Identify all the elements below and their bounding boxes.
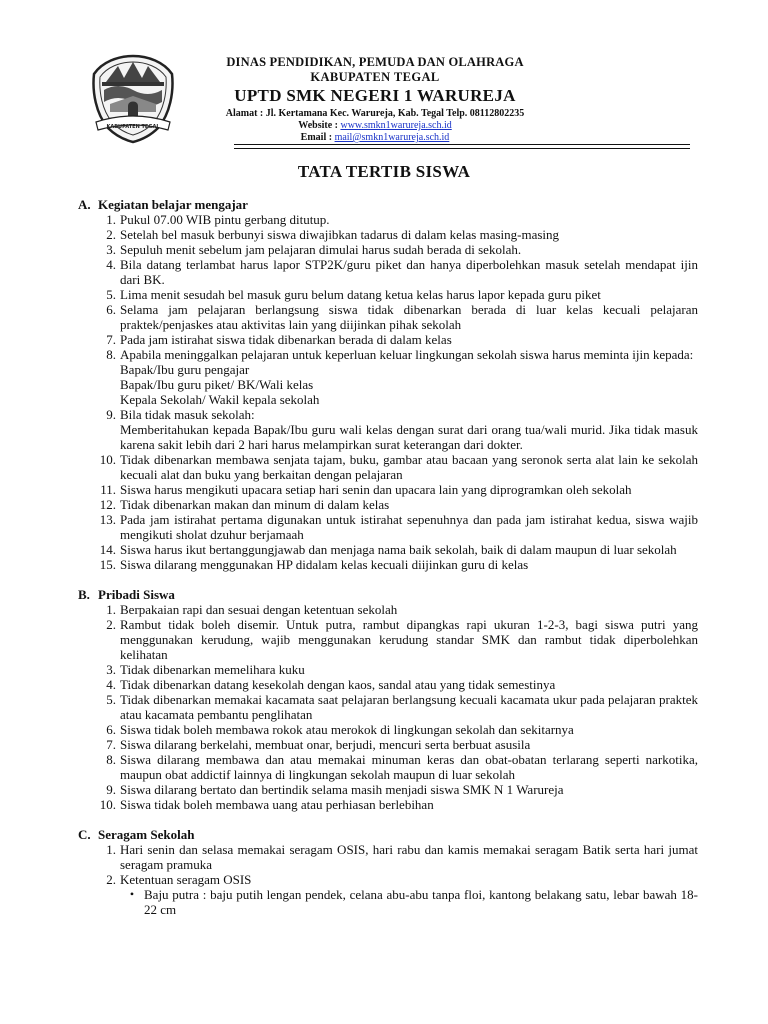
rule-number: 1. [106,602,116,617]
rule-body [120,557,698,572]
section-letter: C. [78,827,91,842]
section-title: Pribadi Siswa [98,587,175,602]
rule-item [78,602,698,617]
rule-number: 4. [106,677,116,692]
rule-number: 15. [99,557,116,572]
rule-body [120,782,698,797]
rule-number: 2. [106,617,116,632]
rule-number: 2. [106,872,116,887]
section-heading [78,587,698,602]
email-link[interactable]: mail@smkn1warureja.sch.id [334,132,450,143]
rule-body [120,722,698,737]
rule-body [120,542,698,557]
rule-text: Selama jam pelajaran berlangsung siswa tidak dibenarkan berada di luar kelas kecuali pelajaran praktek/penjaskes atau aktivitas lain yang diijinkan pihak sekolah [120,302,698,332]
rule-item [78,407,698,452]
rule-item [78,557,698,572]
rule-subitem: Kepala Sekolah/ Wakil kepala sekolah [120,392,320,407]
rule-text: Tidak dibenarkan datang kesekolah dengan kaos, sandal atau yang tidak semestinya [120,677,556,692]
rule-body [120,227,698,242]
rule-body [120,617,698,662]
rule-item [78,227,698,242]
rule-body [120,407,698,452]
section-title: Seragam Sekolah [98,827,195,842]
logo-banner-text: KABUPATEN TEGAL [106,124,160,130]
rule-item [78,512,698,542]
section-title: Kegiatan belajar mengajar [98,197,248,212]
rule-body [120,497,698,512]
rule-body [120,257,698,287]
rule-text: Pada jam istirahat siswa tidak dibenarkan berada di dalam kelas [120,332,452,347]
letterhead [180,55,570,144]
rule-number: 9. [106,407,116,422]
rule-text: Rambut tidak boleh disemir. Untuk putra, rambut dipangkas rapi ukuran 1-2-3, bagi siswa putri yang menggunakan kerudung, wajib menggunakan kerudung standar SMK dan rambut tidak diperbolehkan kelihatan [120,617,698,662]
regency-name: KABUPATEN TEGAL [310,70,440,84]
rule-item [78,542,698,557]
rule-number: 6. [106,722,116,737]
rule-body [120,212,698,227]
section [78,587,698,812]
rule-body [120,347,698,407]
rule-text: Pada jam istirahat pertama digunakan untuk istirahat sepenuhnya dan pada jam istirahat kedua, siswa wajib mengikuti sholat dzuhur berjamaah [120,512,698,542]
rule-body [120,662,698,677]
rule-body [120,302,698,332]
rule-body [120,332,698,347]
rule-text: Bila tidak masuk sekolah: [120,407,255,422]
section-spacer [78,812,698,827]
rule-text: Siswa dilarang membawa dan atau memakai minuman keras dan obat-obatan terlarang seperti narkotika, maupun obat addictif lainnya di lingkungan sekolah maupun di luar sekolah [120,752,698,782]
bullet-item [120,887,698,917]
rule-text: Setelah bel masuk berbunyi siswa diwajibkan tadarus di dalam kelas masing-masing [120,227,560,242]
rule-item [78,797,698,812]
rule-subitem: Memberitahukan kepada Bapak/Ibu guru wali kelas dengan surat dari orang tua/wali murid. Jika tidak masuk karena sakit lebih dari 2 hari harus melampirkan surat keterangan dari dokter. [120,422,698,452]
rule-item [78,677,698,692]
rule-text: Hari senin dan selasa memakai seragam OSIS, hari rabu dan kamis memakai seragam Batik serta hari jumat seragam pramuka [120,842,698,872]
rule-item [78,332,698,347]
rule-text: Tidak dibenarkan memelihara kuku [120,662,305,677]
email-label: Email : [300,132,335,143]
rule-item [78,752,698,782]
rule-item [78,257,698,287]
rule-item [78,692,698,722]
rule-item [78,662,698,677]
rule-number: 1. [106,842,116,857]
rule-body [120,752,698,782]
rule-body [120,512,698,542]
rule-number: 3. [106,242,116,257]
rule-text: Tidak dibenarkan membawa senjata tajam, buku, gambar atau bacaan yang seronok serta alat lain ke sekolah kecuali alat dan buku yang berkaitan dengan pelajaran [120,452,698,482]
school-address: Alamat : Jl. Kertamana Kec. Warureja, Kab. Tegal Telp. 08112802235 [225,108,525,119]
rule-text: Apabila meninggalkan pelajaran untuk keperluan keluar lingkungan sekolah siswa harus meminta ijin kepada: [120,347,694,362]
rule-text: Siswa dilarang berkelahi, membuat onar, berjudi, mencuri serta berbuat asusila [120,737,531,752]
rule-text: Bila datang terlambat harus lapor STP2K/guru piket dan hanya diperbolehkan masuk setelah mendapat ijin dari BK. [120,257,698,287]
rule-text: Siswa harus mengikuti upacara setiap hari senin dan upacara lain yang diprogramkan oleh sekolah [120,482,632,497]
rule-number: 14. [99,542,116,557]
rule-item [78,302,698,332]
rule-body [120,602,698,617]
bullet-list [78,887,698,917]
rule-item [78,872,698,887]
rule-item [78,212,698,227]
rule-number: 7. [106,332,116,347]
rule-item [78,782,698,797]
rule-body [120,692,698,722]
rule-text: Tidak dibenarkan makan dan minum di dalam kelas [120,497,390,512]
section-letter: A. [78,197,91,212]
section [78,197,698,572]
rule-number: 5. [106,692,116,707]
rules-content [78,197,698,917]
section-letter: B. [78,587,90,602]
rule-item [78,617,698,662]
rule-subitem: Bapak/Ibu guru piket/ BK/Wali kelas [120,377,314,392]
letterhead-divider [234,144,690,145]
rule-body [120,872,698,887]
rule-text: Sepuluh menit sebelum jam pelajaran dimulai harus sudah berada di sekolah. [120,242,522,257]
rule-number: 8. [106,347,116,362]
rule-list [78,212,698,572]
rule-body [120,452,698,482]
website-link[interactable]: www.smkn1warureja.sch.id [340,120,452,131]
school-name: UPTD SMK NEGERI 1 WARUREJA [234,86,516,105]
rule-number: 3. [106,662,116,677]
rule-text: Tidak dibenarkan memakai kacamata saat pelajaran berlangsung kecuali kacamata ukur pada pelajaran praktek atau kacamata pembantu penglihatan [120,692,698,722]
rule-text: Ketentuan seragam OSIS [120,872,252,887]
rule-text: Berpakaian rapi dan sesuai dengan ketentuan sekolah [120,602,398,617]
rule-list [78,842,698,917]
rule-body [120,242,698,257]
rule-item [78,287,698,302]
rule-number: 1. [106,212,116,227]
website-line [180,120,570,132]
rule-number: 6. [106,302,116,317]
rule-number: 8. [106,752,116,767]
website-label: Website : [298,120,341,131]
bullet-text: Baju putra : baju putih lengan pendek, celana abu-abu tanpa floi, kantong belakang satu, lebar bawah 18-22 cm [144,887,698,917]
rule-text: Lima menit sesudah bel masuk guru belum datang ketua kelas harus lapor kepada guru piket [120,287,601,302]
rule-item [78,722,698,737]
rule-body [120,677,698,692]
rule-number: 11. [100,482,116,497]
rule-number: 5. [106,287,116,302]
rule-body [120,797,698,812]
rule-number: 9. [106,782,116,797]
section-spacer [78,572,698,587]
rule-body [120,482,698,497]
bullet-icon: • [129,887,135,901]
rule-text: Siswa dilarang bertato dan bertindik selama masih menjadi siswa SMK N 1 Warureja [120,782,564,797]
rule-text: Pukul 07.00 WIB pintu gerbang ditutup. [120,212,330,227]
rule-subitem: Bapak/Ibu guru pengajar [120,362,250,377]
email-line [180,132,570,144]
rule-item [78,842,698,872]
kabupaten-tegal-logo [88,52,178,144]
rule-number: 12. [99,497,116,512]
rule-number: 13. [99,512,116,527]
document-title: TATA TERTIB SISWA [297,162,471,181]
rule-item [78,347,698,407]
rule-number: 4. [106,257,116,272]
rule-number: 7. [106,737,116,752]
rule-item [78,737,698,752]
letterhead-divider-thin [234,148,690,149]
rule-list [78,602,698,812]
section-heading [78,197,698,212]
rule-text: Siswa harus ikut bertanggungjawab dan menjaga nama baik sekolah, baik di dalam maupun di luar sekolah [120,542,677,557]
section-heading [78,827,698,842]
rule-text: Siswa dilarang menggunakan HP didalam kelas kecuali diijinkan guru di kelas [120,557,529,572]
rule-item [78,482,698,497]
rule-number: 2. [106,227,116,242]
rule-text: Siswa tidak boleh membawa uang atau perhiasan berlebihan [120,797,434,812]
rule-item [78,242,698,257]
rule-body [120,737,698,752]
rule-number: 10. [99,452,116,467]
rule-body [120,287,698,302]
rule-item [78,497,698,512]
agency-name: DINAS PENDIDIKAN, PEMUDA DAN OLAHRAGA [226,55,524,69]
rule-text: Siswa tidak boleh membawa rokok atau merokok di lingkungan sekolah dan sekitarnya [120,722,574,737]
section [78,827,698,917]
rule-number: 10. [99,797,116,812]
rule-item [78,452,698,482]
rule-body [120,842,698,872]
